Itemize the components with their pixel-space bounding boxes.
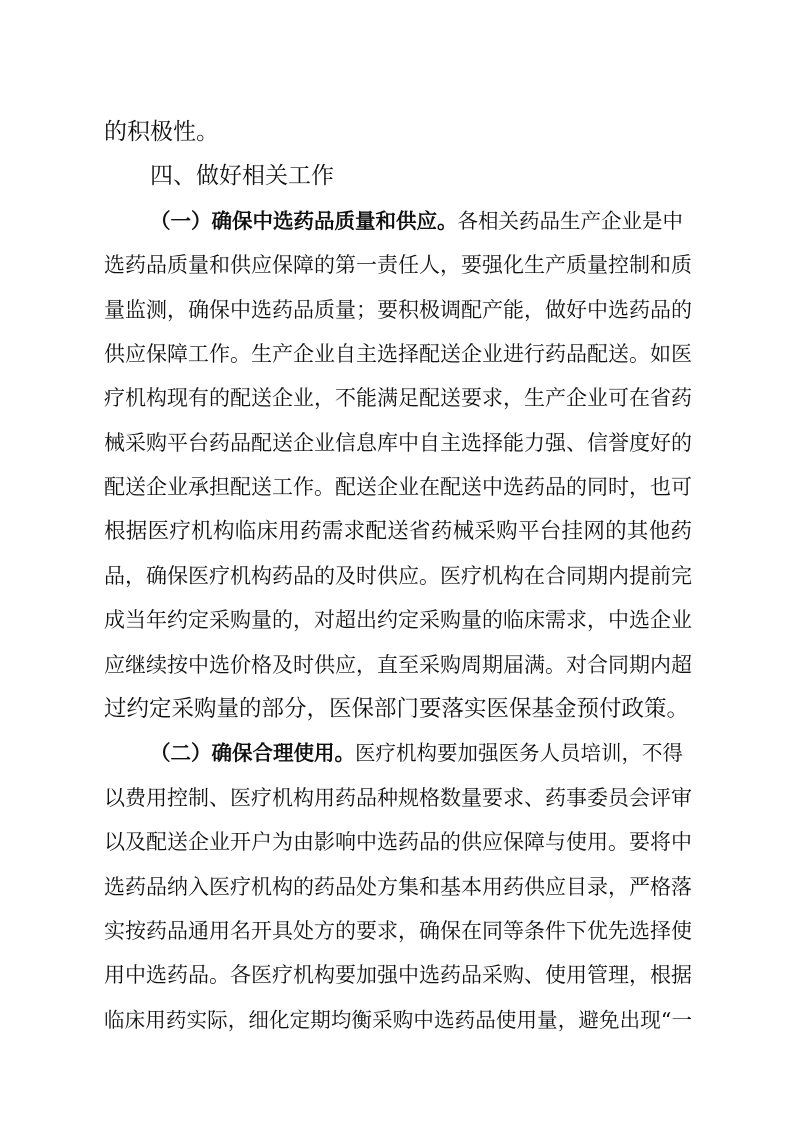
paragraph-line: 选药品质量和供应保障的第一责任人，要强化生产质量控制和质	[104, 253, 692, 278]
paragraph-line: 应继续按中选价格及时供应，直至采购周期届满。对合同期内超	[104, 652, 692, 677]
paragraph-line: 疗机构现有的配送企业，不能满足配送要求，生产企业可在省药	[104, 386, 692, 411]
subsection-heading: （二）确保合理使用。	[150, 741, 355, 766]
paragraph-line: 配送企业承担配送工作。配送企业在配送中选药品的同时，也可	[104, 475, 692, 500]
paragraph-line: 以及配送企业开户为由影响中选药品的供应保障与使用。要将中	[104, 830, 692, 855]
paragraph-line: 的积极性。	[104, 119, 219, 145]
subsection-heading: （一）确保中选药品质量和供应。	[150, 208, 458, 233]
paragraph-line: 用中选药品。各医疗机构要加强中选药品采购、使用管理，根据	[104, 963, 692, 988]
paragraph-line: 选药品纳入医疗机构的药品处方集和基本用药供应目录，严格落	[104, 874, 692, 899]
paragraph-line: 临床用药实际，细化定期均衡采购中选药品使用量，避免出现“一	[104, 1007, 692, 1032]
paragraph-line: 品，确保医疗机构药品的及时供应。医疗机构在合同期内提前完	[104, 563, 692, 588]
paragraph-text: 各相关药品生产企业是中	[457, 208, 683, 233]
paragraph-line: 过约定采购量的部分，医保部门要落实医保基金预付政策。	[104, 696, 690, 723]
paragraph-line: 根据医疗机构临床用药需求配送省药械采购平台挂网的其他药	[104, 518, 692, 544]
paragraph-line: 实按药品通用名开具处方的要求，确保在同等条件下优先选择使	[104, 919, 692, 944]
paragraph-line: 械采购平台药品配送企业信息库中自主选择能力强、信誉度好的	[104, 430, 692, 455]
paragraph-line: 以费用控制、医疗机构用药品种规格数量要求、药事委员会评审	[104, 785, 692, 810]
document-body	[104, 110, 692, 1042]
paragraph-line: 成当年约定采购量的，对超出约定采购量的临床需求，中选企业	[104, 608, 692, 633]
paragraph-line: 量监测，确保中选药品质量；要积极调配产能，做好中选药品的	[104, 297, 692, 322]
paragraph-line	[104, 199, 692, 243]
paragraph-line	[104, 731, 692, 775]
paragraph-line: 供应保障工作。生产企业自主选择配送企业进行药品配送。如医	[104, 341, 692, 366]
paragraph-text: 医疗机构要加强医务人员培训，不得	[355, 741, 683, 766]
section-heading: 四、做好相关工作	[150, 163, 334, 190]
